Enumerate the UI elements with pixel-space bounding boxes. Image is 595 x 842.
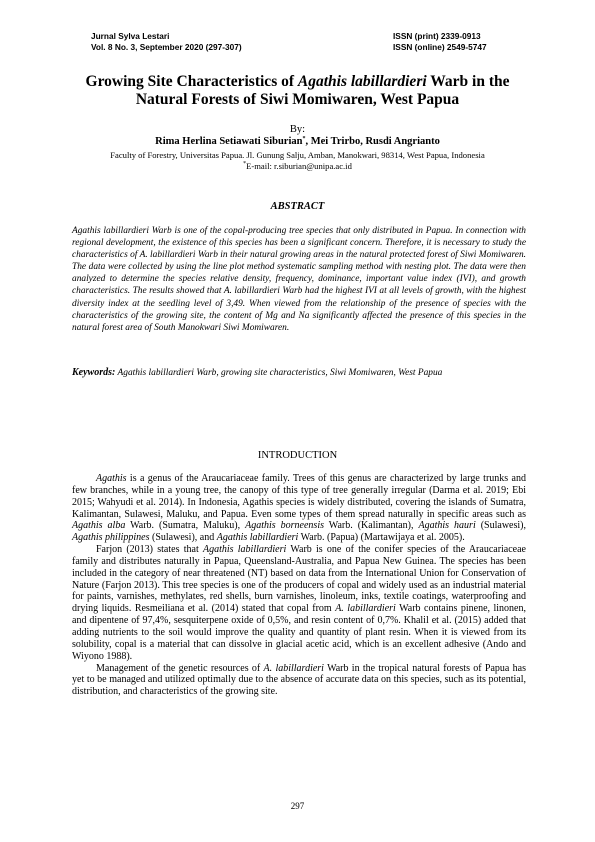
issn-online: ISSN (online) 2549-5747 bbox=[393, 41, 487, 52]
keywords-label: Keywords: bbox=[72, 367, 116, 378]
paragraph-1: Agathis is a genus of the Araucariaceae family. Trees of this genus are characterized by large trunks and few branches, while in a young tree, the canopy of this type of tree generally irregular (Darma et al. 2019; Ebi 2015; Wahyudi et al. 2014). In Indonesia, Agathis species is widely distributed, covering the islands of Sumatra, Kalimantan, Sulawesi, Maluku, and Papua. Even some types of them spread naturally in specific areas such as Agathis alba Warb. (Sumatra, Maluku), Agathis borneensis Warb. (Kalimantan), Agathis hauri (Sulawesi), Agathis philippines (Sulawesi), and Agathis labillardieri Warb. (Papua) (Martawijaya et al. 2005). bbox=[72, 473, 526, 544]
keywords bbox=[72, 367, 526, 379]
affiliation: Faculty of Forestry, Universitas Papua. Jl. Gunung Salju, Amban, Manokwari, 98314, West Papua, Indonesia bbox=[110, 150, 485, 160]
by-label: By: bbox=[289, 124, 306, 135]
abstract-text: Agathis labillardieri Warb is one of the copal-producing tree species that only distributed in Papua. In connection with regional development, the existence of this species has been a significant concern. Therefore, it is necessary to study the characteristics of A. labillardieri Warb in their natural growing areas in the natural protected forest of Siwi Momiwaren. The data were collected by using the line plot method systematic sampling method with nesting plot. The data were then analyzed to determine the species relative density, frequency, dominance, important value index (IVI), and growth characteristics. The results showed that A. labillardieri Warb had the highest IVI at all levels of growth, with the highest diversity index at the seedling level of 3,49. When viewed from the relationship of the presence of species with the characteristics of the growing site, the content of Mg and Na significantly affected the presence of this species in the natural forest area of South Manokwari Siwi Momiwaren. bbox=[72, 226, 526, 333]
introduction-body bbox=[72, 473, 526, 698]
paragraph-3: Management of the genetic resources of A. labillardieri Warb in the tropical natural forests of Papua has yet to be managed and utilized optimally due to the absence of accurate data on this species, such as its potential, distribution, and characteristics of the growing site. bbox=[72, 662, 526, 698]
issn-print: ISSN (print) 2339-0913 bbox=[393, 31, 481, 41]
page-number: 297 bbox=[290, 801, 305, 811]
paper-title: Growing Site Characteristics of Agathis labillardieri Warb in the Natural Forests of Siwi Momiwaren, West Papua bbox=[85, 73, 510, 108]
journal-name: Jurnal Sylva Lestari bbox=[91, 31, 170, 41]
corresponding-email: *E-mail: r.siburian@unipa.ac.id bbox=[243, 160, 352, 171]
introduction-heading: INTRODUCTION bbox=[257, 450, 338, 461]
journal-volume: Vol. 8 No. 3, September 2020 (297-307) bbox=[91, 41, 242, 52]
paragraph-2: Farjon (2013) states that Agathis labillardieri Warb is one of the conifer species of the Araucariaceae family and distributes naturally in Papua, Queensland-Australia, and Papua New Guinea. The species has been included in the category of near threatened (NT) based on data from the International Union for Conservation of Nature (Farjon 2013). This tree species is one of the producers of copal and widely used as an industrial material for paints, varnishes, methylates, red shells, burn varnishes, linoleum, inks, textile coatings, waterproofing and drying liquids. Resmeiliana et al. (2014) stated that copal from A. labillardieri Warb contains pinene, linonen, and dipentene of 97,4%, sesquiterpene oxide of 0,5%, and resin content of 0,7%. Khalil et al. (2015) added that adding nutrients to the soil would improve the quality and quantity of plant resin. When it is viewed from its solubility, copal is a material that can dissolve in glacial acetic acid, which is an excellent adhesive (Ando and Wiyono 1988). bbox=[72, 544, 526, 662]
author-list: Rima Herlina Setiawati Siburian*, Mei Trirbo, Rusdi Angrianto bbox=[155, 136, 440, 147]
affiliation-block bbox=[20, 150, 575, 171]
keywords-text: Agathis labillardieri Warb, growing site characteristics, Siwi Momiwaren, West Papua bbox=[117, 368, 443, 378]
journal-header bbox=[91, 31, 511, 52]
abstract-heading: ABSTRACT bbox=[270, 201, 325, 212]
